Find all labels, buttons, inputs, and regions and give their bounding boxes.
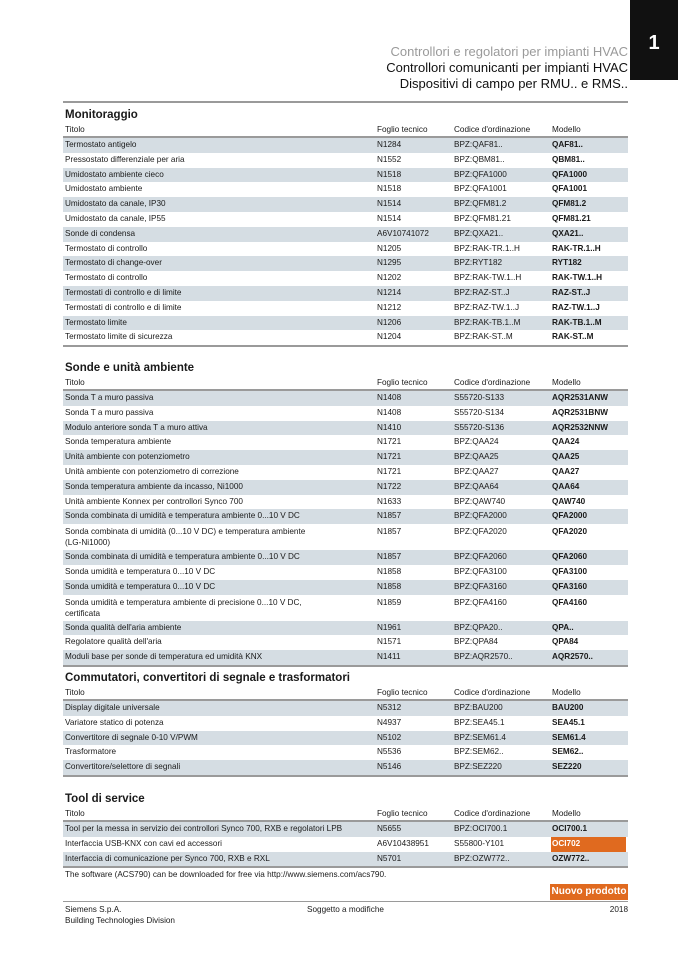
- cell-codice: BPZ:RAZ-TW.1..J: [454, 302, 520, 312]
- table-row: [63, 406, 628, 421]
- footer-division: Building Technologies Division: [65, 916, 175, 925]
- cell-codice: BPZ:QPA84: [454, 637, 498, 647]
- cell-codice: BPZ:QBM81..: [454, 154, 505, 164]
- cell-titolo: Sonda combinata di umidità (0...10 V DC) e temperatura ambiente (LG-Ni1000): [65, 527, 306, 548]
- column-header: Titolo: [65, 125, 85, 134]
- cell-codice: BPZ:SEA45.1: [454, 717, 505, 727]
- cell-modello: SEM61.4: [552, 732, 586, 742]
- cell-codice: BPZ:QFA4160: [454, 597, 507, 607]
- cell-foglio-tecnico: N5536: [377, 747, 402, 757]
- cell-titolo: Convertitore/selettore di segnali: [65, 762, 181, 772]
- table-row: [63, 621, 628, 636]
- cell-modello: QFA2060: [552, 552, 588, 562]
- table-body: [63, 701, 628, 777]
- cell-foglio-tecnico: N1295: [377, 258, 402, 268]
- table-row: [63, 435, 628, 450]
- cell-foglio-tecnico: N1721: [377, 452, 402, 462]
- table-row: [63, 391, 628, 406]
- cell-foglio-tecnico: N1205: [377, 243, 402, 253]
- column-header: Foglio tecnico: [377, 809, 428, 818]
- cell-codice: BPZ:QAA25: [454, 452, 499, 462]
- cell-codice: BPZ:QFA3100: [454, 566, 507, 576]
- cell-codice: BPZ:QAA27: [454, 466, 499, 476]
- cell-foglio-tecnico: N1214: [377, 287, 402, 297]
- cell-modello: RAK-TR.1..H: [552, 243, 601, 253]
- cell-codice: BPZ:QFA2000: [454, 511, 507, 521]
- cell-foglio-tecnico: N1408: [377, 407, 402, 417]
- table-body: [63, 138, 628, 347]
- cell-codice: BPZ:RAZ-ST..J: [454, 287, 510, 297]
- cell-foglio-tecnico: A6V10741072: [377, 228, 429, 238]
- cell-codice: BPZ:RYT182: [454, 258, 503, 268]
- header-divider: [63, 101, 628, 103]
- cell-foglio-tecnico: N1961: [377, 622, 402, 632]
- cell-codice: BPZ:BAU200: [454, 703, 503, 712]
- cell-foglio-tecnico: N5312: [377, 703, 402, 712]
- cell-titolo: Sonda qualità dell'aria ambiente: [65, 622, 182, 632]
- table-row: [63, 212, 628, 227]
- table-row: [63, 509, 628, 524]
- cell-foglio-tecnico: N1721: [377, 466, 402, 476]
- cell-modello: QFA1000: [552, 169, 588, 179]
- cell-codice: BPZ:QFM81.21: [454, 213, 511, 223]
- table-body: [63, 391, 628, 667]
- cell-modello: SEA45.1: [552, 717, 585, 727]
- cell-modello: AQR2532NNW: [552, 422, 608, 432]
- cell-foglio-tecnico: N1857: [377, 511, 402, 521]
- cell-foglio-tecnico: N1859: [377, 597, 402, 607]
- table-row: [63, 153, 628, 168]
- cell-titolo: Sonda umidità e temperatura 0...10 V DC: [65, 581, 216, 591]
- cell-codice: BPZ:RAK-TB.1..M: [454, 317, 521, 327]
- cell-titolo: Termostato limite di sicurezza: [65, 332, 173, 342]
- cell-codice: BPZ:QAF81..: [454, 140, 503, 149]
- table-row: [63, 565, 628, 580]
- cell-foglio-tecnico: N1284: [377, 140, 402, 149]
- cell-codice: BPZ:QAA64: [454, 481, 499, 491]
- cell-titolo: Sonda combinata di umidità e temperatura ambiente 0...10 V DC: [65, 552, 300, 562]
- cell-codice: S55720-S134: [454, 407, 505, 417]
- table-row: [63, 716, 628, 731]
- footer-year: 2018: [609, 905, 628, 914]
- section-title: Commutatori, convertitori di segnale e trasformatori: [65, 672, 351, 684]
- cell-titolo: Umidostato da canale, IP30: [65, 199, 166, 209]
- cell-codice: BPZ:QFM81.2: [454, 199, 507, 209]
- table-header: [63, 123, 628, 138]
- cell-modello: SEM62..: [552, 747, 584, 757]
- column-header: Titolo: [65, 688, 85, 697]
- cell-titolo: Sonda umidità e temperatura 0...10 V DC: [65, 566, 216, 576]
- cell-modello-new-product: OCI702: [551, 837, 626, 852]
- table-row: [63, 837, 628, 852]
- cell-titolo: Pressostato differenziale per aria: [65, 154, 185, 164]
- cell-codice: BPZ:QFA2020: [454, 527, 507, 537]
- cell-modello: QBM81..: [552, 154, 585, 164]
- column-header: Modello: [552, 809, 581, 818]
- cell-foglio-tecnico: N1514: [377, 199, 402, 209]
- table-row: [63, 580, 628, 595]
- footer-divider: [63, 901, 628, 902]
- cell-foglio-tecnico: N1518: [377, 169, 402, 179]
- section-note: The software (ACS790) can be downloaded for free via http://www.siemens.com/acs790.: [65, 870, 387, 880]
- cell-titolo: Trasformatore: [65, 747, 117, 757]
- cell-modello: QFA3160: [552, 581, 588, 591]
- cell-modello: RAK-ST..M: [552, 332, 594, 342]
- column-header: Codice d'ordinazione: [454, 125, 531, 134]
- cell-codice: BPZ:QPA20..: [454, 622, 503, 632]
- cell-titolo: Unità ambiente con potenziometro di correzione: [65, 466, 239, 476]
- cell-modello: QPA..: [552, 622, 574, 632]
- cell-foglio-tecnico: N4937: [377, 717, 402, 727]
- section-commutatori: [63, 671, 628, 777]
- cell-titolo: Umidostato ambiente cieco: [65, 169, 164, 179]
- section-title: Monitoraggio: [65, 109, 138, 121]
- table-row: [63, 421, 628, 436]
- cell-modello: QPA84: [552, 637, 579, 647]
- column-header: Codice d'ordinazione: [454, 378, 531, 387]
- cell-codice: BPZ:QXA21..: [454, 228, 504, 238]
- table-body: [63, 822, 628, 868]
- cell-codice: BPZ:QFA2060: [454, 552, 507, 562]
- table-row: [63, 635, 628, 650]
- cell-codice: BPZ:RAK-ST..M: [454, 332, 513, 342]
- cell-titolo: Variatore statico di potenza: [65, 717, 164, 727]
- table-row: [63, 495, 628, 510]
- page-header: [386, 44, 628, 92]
- cell-titolo: Umidostato da canale, IP55: [65, 213, 166, 223]
- column-header: Foglio tecnico: [377, 688, 428, 697]
- section-title: Sonde e unità ambiente: [65, 362, 195, 374]
- cell-titolo: Sonda T a muro passiva: [65, 407, 154, 417]
- cell-titolo: Termostato limite: [65, 317, 127, 327]
- cell-modello: AQR2570..: [552, 652, 593, 662]
- cell-modello: RAK-TB.1..M: [552, 317, 602, 327]
- table-header: [63, 376, 628, 391]
- column-header: Modello: [552, 378, 581, 387]
- cell-titolo: Termostati di controllo e di limite: [65, 302, 182, 312]
- table-row: [63, 760, 628, 775]
- cell-foglio-tecnico: N5655: [377, 824, 402, 833]
- column-header: Modello: [552, 125, 581, 134]
- cell-foglio-tecnico: N1858: [377, 566, 402, 576]
- cell-foglio-tecnico: N5701: [377, 853, 402, 863]
- cell-modello: SEZ220: [552, 762, 582, 772]
- cell-modello: RAK-TW.1..H: [552, 273, 603, 283]
- cell-foglio-tecnico: N1514: [377, 213, 402, 223]
- cell-foglio-tecnico: N1206: [377, 317, 402, 327]
- cell-modello: QAA27: [552, 466, 580, 476]
- section-tool-di-service: [63, 792, 628, 879]
- cell-titolo: Tool per la messa in servizio dei controllori Synco 700, RXB e regolatori LPB: [65, 824, 343, 833]
- new-product-legend: Nuovo prodotto: [550, 884, 628, 900]
- cell-modello: RAZ-ST..J: [552, 287, 591, 297]
- header-line-2: Controllori comunicanti per impianti HVAC: [386, 60, 628, 75]
- cell-modello: QAA24: [552, 437, 580, 447]
- table-row: [63, 731, 628, 746]
- table-header: [63, 807, 628, 822]
- cell-foglio-tecnico: N1410: [377, 422, 402, 432]
- cell-titolo: Unità ambiente Konnex per controllori Synco 700: [65, 496, 243, 506]
- column-header: Titolo: [65, 809, 85, 818]
- cell-titolo: Termostato di controllo: [65, 243, 148, 253]
- cell-titolo: Display digitale universale: [65, 703, 160, 712]
- cell-modello: OCI700.1: [552, 824, 588, 833]
- cell-titolo: Sonda combinata di umidità e temperatura ambiente 0...10 V DC: [65, 511, 300, 521]
- cell-modello: QFA4160: [552, 597, 588, 607]
- cell-codice: BPZ:OCI700.1: [454, 824, 508, 833]
- cell-modello: QFM81.21: [552, 213, 591, 223]
- cell-titolo: Sonda T a muro passiva: [65, 393, 154, 402]
- table-row: [63, 197, 628, 212]
- cell-codice: BPZ:QAW740: [454, 496, 506, 506]
- cell-titolo: Sonde di condensa: [65, 228, 136, 238]
- cell-titolo: Convertitore di segnale 0-10 V/PWM: [65, 732, 198, 742]
- cell-titolo: Interfaccia di comunicazione per Synco 700, RXB e RXL: [65, 853, 270, 863]
- cell-foglio-tecnico: N1202: [377, 273, 402, 283]
- cell-modello: QAF81..: [552, 140, 583, 149]
- cell-foglio-tecnico: N1858: [377, 581, 402, 591]
- cell-codice: BPZ:SEM62..: [454, 747, 504, 757]
- table-row: [63, 286, 628, 301]
- section-sonde: [63, 361, 628, 667]
- table-header: [63, 686, 628, 701]
- cell-modello: QFA2020: [552, 527, 588, 537]
- cell-foglio-tecnico: N1857: [377, 527, 402, 537]
- header-line-1: Controllori e regolatori per impianti HVAC: [390, 44, 628, 59]
- table-row: [63, 330, 628, 345]
- cell-titolo: Sonda temperatura ambiente da incasso, Ni1000: [65, 481, 243, 491]
- cell-codice: BPZ:SEM61.4: [454, 732, 506, 742]
- table-row: [63, 745, 628, 760]
- cell-modello: QFM81.2: [552, 199, 587, 209]
- table-row: [63, 595, 628, 621]
- cell-foglio-tecnico: N1552: [377, 154, 402, 164]
- table-row: [63, 852, 628, 867]
- cell-titolo: Termostato di change-over: [65, 258, 162, 268]
- cell-codice: BPZ:OZW772..: [454, 853, 510, 863]
- table-row: [63, 822, 628, 837]
- footer-company: [65, 904, 175, 926]
- cell-codice: BPZ:QFA1001: [454, 184, 507, 194]
- cell-modello: RAZ-TW.1..J: [552, 302, 600, 312]
- cell-titolo: Umidostato ambiente: [65, 184, 143, 194]
- chapter-tab: 1: [630, 0, 678, 80]
- table-row: [63, 550, 628, 565]
- cell-titolo: Moduli base per sonde di temperatura ed umidità KNX: [65, 652, 263, 662]
- table-row: [63, 316, 628, 331]
- cell-modello: QXA21..: [552, 228, 584, 238]
- cell-foglio-tecnico: N1411: [377, 652, 401, 662]
- cell-titolo: Sonda temperatura ambiente: [65, 437, 172, 447]
- cell-modello: RYT182: [552, 258, 582, 268]
- cell-codice: BPZ:QFA1000: [454, 169, 507, 179]
- cell-codice: BPZ:QFA3160: [454, 581, 507, 591]
- cell-titolo: Termostato di controllo: [65, 273, 148, 283]
- cell-foglio-tecnico: N1212: [377, 302, 402, 312]
- cell-codice: BPZ:AQR2570..: [454, 652, 513, 662]
- section-monitoraggio: [63, 108, 628, 347]
- cell-titolo: Sonda umidità e temperatura ambiente di precisione 0...10 V DC, certificata: [65, 597, 302, 618]
- table-row: [63, 701, 628, 716]
- cell-modello: AQR2531ANW: [552, 393, 608, 402]
- cell-codice: BPZ:QAA24: [454, 437, 499, 447]
- cell-foglio-tecnico: N5102: [377, 732, 402, 742]
- table-row: [63, 301, 628, 316]
- table-row: [63, 465, 628, 480]
- cell-titolo: Termostato antigelo: [65, 140, 137, 149]
- cell-titolo: Modulo anteriore sonda T a muro attiva: [65, 422, 208, 432]
- cell-foglio-tecnico: N1857: [377, 552, 402, 562]
- cell-foglio-tecnico: N1204: [377, 332, 402, 342]
- cell-titolo: Regolatore qualità dell'aria: [65, 637, 162, 647]
- cell-foglio-tecnico: N1722: [377, 481, 402, 491]
- table-row: [63, 524, 628, 550]
- table-row: [63, 256, 628, 271]
- cell-modello: OZW772..: [552, 853, 590, 863]
- cell-modello: QAW740: [552, 496, 586, 506]
- cell-codice: BPZ:SEZ220: [454, 762, 502, 772]
- cell-modello: QAA64: [552, 481, 580, 491]
- table-row: [63, 242, 628, 257]
- cell-modello: QFA1001: [552, 184, 588, 194]
- table-row: [63, 182, 628, 197]
- footer-company-name: Siemens S.p.A.: [65, 905, 122, 914]
- cell-foglio-tecnico: N5146: [377, 762, 402, 772]
- cell-codice: BPZ:RAK-TR.1..H: [454, 243, 520, 253]
- cell-titolo: Interfaccia USB-KNX con cavi ed accessori: [65, 838, 222, 848]
- cell-modello: AQR2531BNW: [552, 407, 608, 417]
- table-row: [63, 650, 628, 665]
- table-row: [63, 450, 628, 465]
- table-row: [63, 168, 628, 183]
- cell-modello: BAU200: [552, 703, 584, 712]
- cell-modello: QAA25: [552, 452, 580, 462]
- column-header: Modello: [552, 688, 581, 697]
- cell-modello: QFA3100: [552, 566, 588, 576]
- column-header: Titolo: [65, 378, 85, 387]
- footer-center: Soggetto a modifiche: [307, 905, 384, 914]
- cell-foglio-tecnico: A6V10438951: [377, 838, 429, 848]
- cell-foglio-tecnico: N1571: [377, 637, 402, 647]
- cell-foglio-tecnico: N1721: [377, 437, 402, 447]
- section-title: Tool di service: [65, 793, 145, 805]
- cell-codice: S55720-S133: [454, 393, 505, 402]
- table-row: [63, 480, 628, 495]
- table-row: [63, 227, 628, 242]
- cell-codice: S55720-S136: [454, 422, 505, 432]
- cell-codice: BPZ:RAK-TW.1..H: [454, 273, 522, 283]
- cell-foglio-tecnico: N1408: [377, 393, 402, 402]
- cell-titolo: Unità ambiente con potenziometro: [65, 452, 190, 462]
- column-header: Codice d'ordinazione: [454, 809, 531, 818]
- cell-foglio-tecnico: N1633: [377, 496, 402, 506]
- column-header: Foglio tecnico: [377, 378, 428, 387]
- cell-foglio-tecnico: N1518: [377, 184, 402, 194]
- cell-titolo: Termostati di controllo e di limite: [65, 287, 182, 297]
- column-header: Codice d'ordinazione: [454, 688, 531, 697]
- table-row: [63, 271, 628, 286]
- cell-modello: QFA2000: [552, 511, 588, 521]
- column-header: Foglio tecnico: [377, 125, 428, 134]
- header-line-3: Dispositivi di campo per RMU.. e RMS..: [399, 76, 628, 91]
- cell-codice: S55800-Y101: [454, 838, 505, 848]
- table-row: [63, 138, 628, 153]
